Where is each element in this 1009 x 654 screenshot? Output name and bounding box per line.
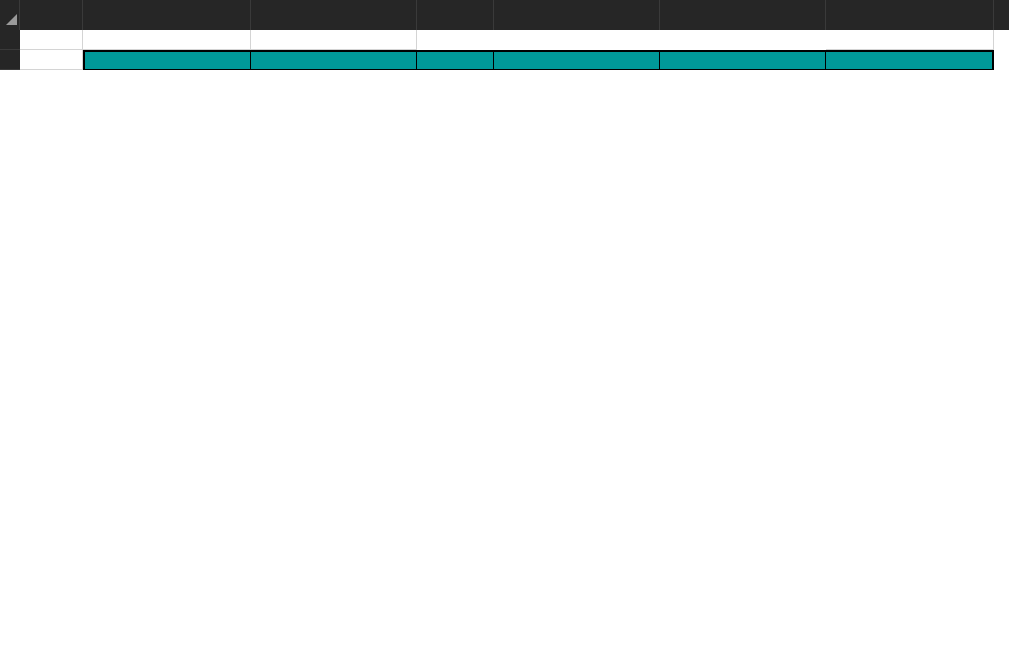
column-header-b[interactable] (83, 0, 251, 30)
column-header-f[interactable] (660, 0, 826, 30)
column-header-c[interactable] (251, 0, 417, 30)
header-nsp[interactable] (494, 50, 660, 70)
select-all-corner[interactable] (0, 0, 20, 30)
title-row (20, 30, 1009, 50)
row-number-2[interactable] (0, 50, 20, 70)
header-tto[interactable] (417, 50, 494, 70)
cell-b1[interactable] (83, 30, 251, 50)
header-hours[interactable] (251, 50, 417, 70)
cell-g1[interactable] (826, 30, 994, 50)
cell-a2[interactable] (20, 50, 83, 70)
column-header-e[interactable] (494, 0, 660, 30)
column-header-bar (0, 0, 1009, 30)
header-growth[interactable] (826, 50, 994, 70)
header-revenue[interactable] (660, 50, 826, 70)
row-number-1[interactable] (0, 30, 20, 50)
select-all-triangle-icon (6, 14, 17, 25)
column-header-g[interactable] (826, 0, 994, 30)
column-header-d[interactable] (417, 0, 494, 30)
header-week-ending[interactable] (83, 50, 251, 70)
cell-a1[interactable] (20, 30, 83, 50)
cell-c1[interactable] (251, 30, 417, 50)
header-row (20, 50, 1009, 70)
column-header-a[interactable] (20, 0, 83, 30)
